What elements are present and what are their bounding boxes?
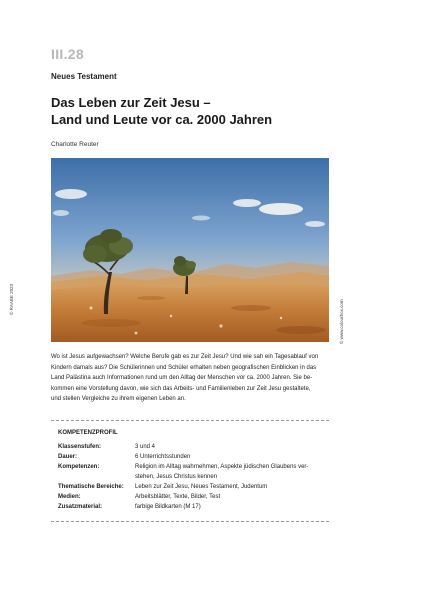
intro-paragraph [51,352,330,405]
profile-row [58,482,330,492]
profile-row [58,452,330,462]
profile-value [135,452,330,462]
page-title [51,94,272,128]
profile-value [135,502,330,512]
author-name: Charlotte Reuter [51,141,99,148]
profile-row [58,492,330,502]
intro-line: kommen eine Vorstellung davon, wie sich das Arbeits- und Familienleben zur Zeit Jesu gestaltete, [51,385,311,392]
top-divider [51,420,329,421]
profile-row [58,462,330,482]
profile-value-line: 6 Unterrichtsstunden [135,454,191,460]
profile-label: Kompetenzen: [58,464,100,470]
kompetenzprofil-table [58,442,330,512]
desert-landscape-photo [51,158,329,342]
profile-value [135,442,330,452]
copyright-notice: © RAABE 2023 [9,283,14,315]
profile-label: Klassenstufen: [58,444,102,450]
kompetenzprofil-heading: KOMPETENZPROFIL [58,430,118,436]
intro-line: Kindern damals aus? Die Schülerinnen und Schüler erhalten neben geografischen Einblicken in das [51,364,317,371]
title-line-2: Land und Leute vor ca. 2000 Jahren [51,112,273,127]
profile-label: Dauer: [58,454,78,460]
profile-value [135,482,330,492]
photo-illustration [51,158,329,342]
category-label: Neues Testament [51,72,117,81]
profile-value-line: Religion im Alltag wahrnehmen, Aspekte jüdischen Glaubens ver- [135,464,309,470]
profile-row [58,442,330,452]
profile-label: Zusatzmaterial: [58,504,103,510]
chapter-number: III.28 [51,46,84,62]
intro-line: und stellen Vergleiche zu ihrem eigenen Leben an. [51,396,186,403]
title-line-1: Das Leben zur Zeit Jesu – [51,95,211,110]
intro-line: Land Palästina auch Informationen rund um den Alltag der Menschen vor ca. 2000 Jahren. Sie be- [51,375,313,382]
photo-credit: © www.colourbox.com [339,299,344,344]
profile-value-line: Arbeitsblätter, Texte, Bilder, Test [135,494,221,500]
profile-label: Medien: [58,494,81,500]
profile-value [135,462,330,482]
profile-value-line: Leben zur Zeit Jesu, Neues Testament, Judentum [135,484,268,490]
profile-value [135,492,330,502]
profile-value-line: 3 und 4 [135,444,156,450]
profile-row [58,502,330,512]
intro-line: Wo ist Jesus aufgewachsen? Welche Berufe gab es zur Zeit Jesu? Und wie sah ein Tagesablauf von [51,354,319,360]
bottom-divider [51,521,329,522]
profile-value-line: farbige Bildkarten (M 17) [135,504,201,510]
profile-value-line: stehen, Jesus Christus kennen [135,474,218,480]
profile-label: Thematische Bereiche: [58,484,124,490]
